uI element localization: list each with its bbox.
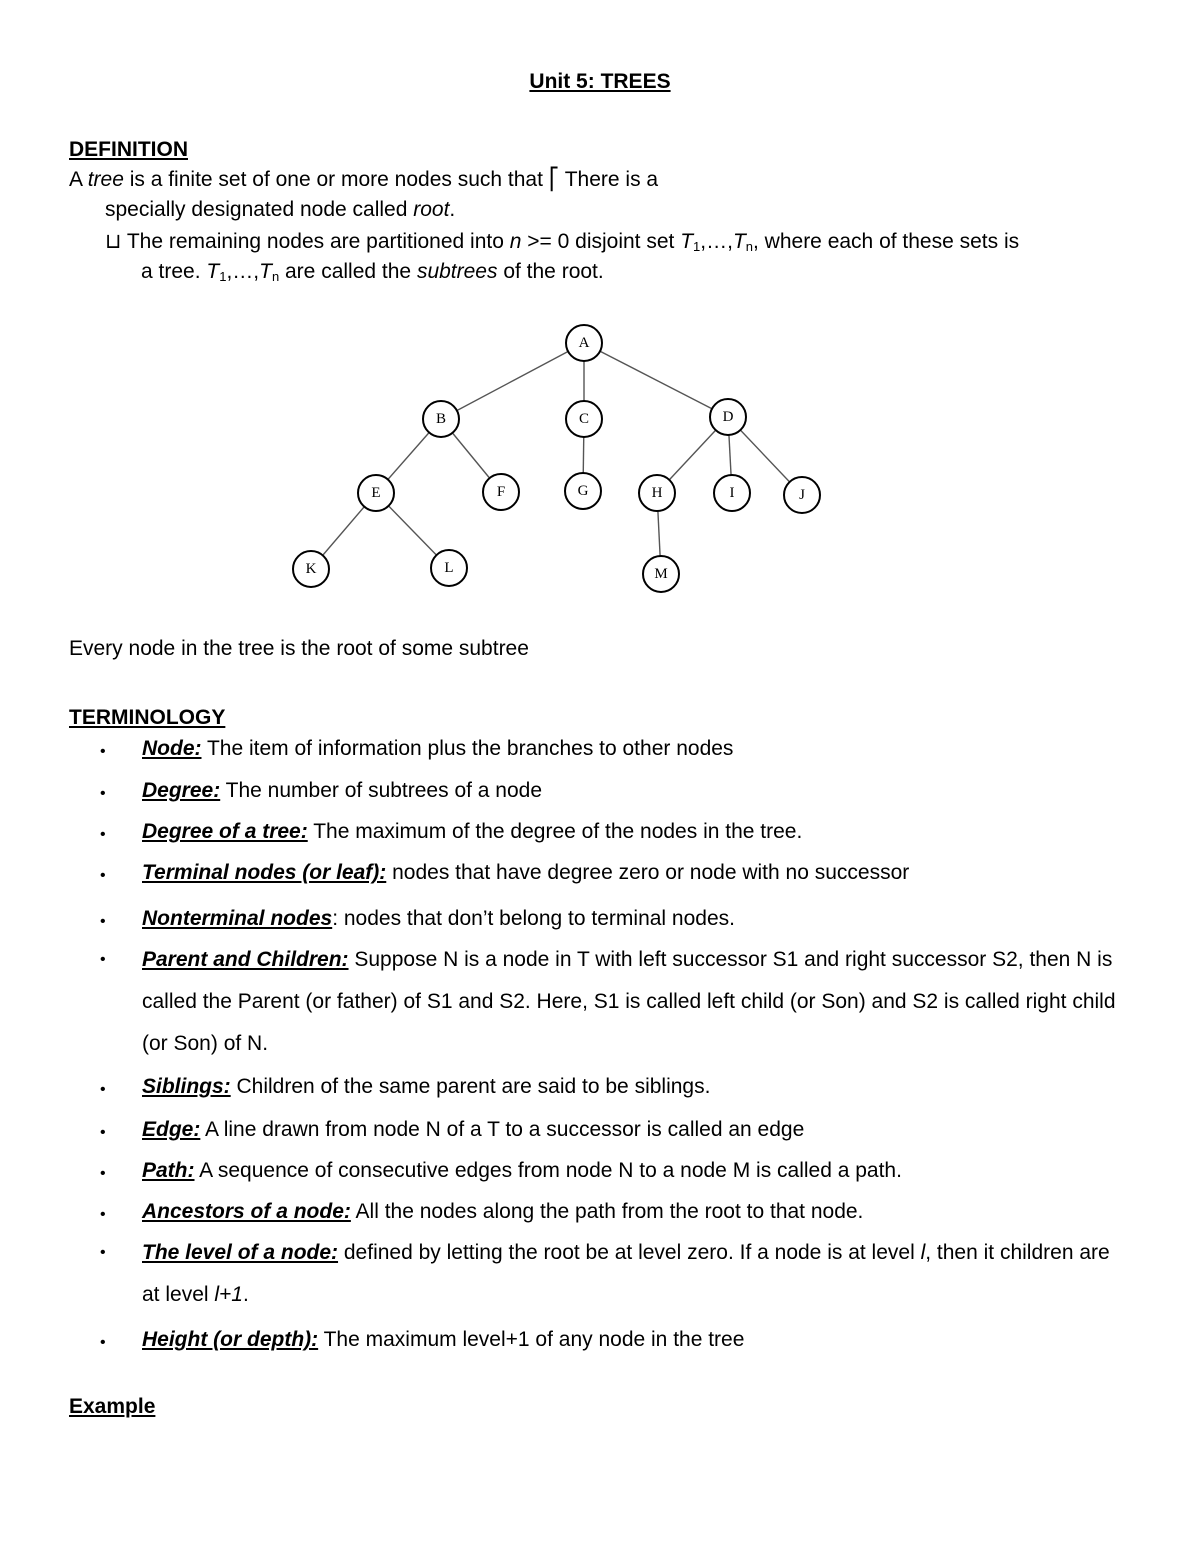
bullet: • [100,913,106,930]
term-label: Siblings: [142,1075,231,1098]
term-text: The maximum of the degree of the nodes in the tree. [307,820,803,843]
term-label: Degree of a tree: [142,820,308,843]
term-text: The number of subtrees of a node [220,779,543,802]
bullet: • [100,1334,106,1351]
page-title: Unit 5: TREES [529,70,671,93]
terminology-heading: TERMINOLOGY [69,706,226,729]
term-text: The item of information plus the branches to other nodes [201,737,734,760]
node-label: H [651,485,663,501]
emphasis: T [206,260,220,283]
bullet: • [100,867,106,884]
term-emphasis: l+1 [214,1283,243,1306]
text: of the root. [497,260,604,283]
term-label: Node: [142,737,202,760]
edge-a-d [584,343,728,417]
term-text: A sequence of consecutive edges from node N to a node M is called a path. [194,1159,902,1182]
text: >= 0 disjoint set [521,230,681,253]
bullet: • [100,1165,106,1182]
emphasis: root [413,198,450,221]
term-text: : nodes that don’t belong to terminal nodes. [332,907,735,930]
node-label: M [654,566,668,582]
term-label: Edge: [142,1118,201,1141]
node-label: G [577,483,589,499]
tree-diagram [270,318,850,608]
term-label: Parent and Children: [142,948,349,971]
emphasis: subtrees [416,260,498,283]
node-label: F [496,484,506,500]
text: A [69,168,88,191]
emphasis: tree [87,168,124,191]
term-emphasis: l [920,1241,926,1264]
example-heading: Example [69,1395,156,1418]
subscript: n [745,239,753,254]
definition-line-3 [105,229,1019,254]
term-text: Children of the same parent are said to be siblings. [230,1075,711,1098]
term-text: Suppose N is a node in T with left successor S1 and right successor S2, then N is called the Parent (or father) of S1 and S2. Here, S1 is called left child (or Son) and S2 is called right child (or Son) of N. [142,948,1116,1055]
bullet: • [100,951,106,968]
term-text: nodes that have degree zero or node with no successor [386,861,910,884]
term-label: Ancestors of a node: [142,1200,351,1223]
definition-heading: DEFINITION [69,138,188,161]
node-label: C [578,411,590,427]
term-label: The level of a node: [142,1241,339,1264]
bullet: • [100,785,106,802]
term-text: The maximum level+1 of any node in the tree [318,1328,745,1351]
node-label: L [444,560,454,576]
bullet: • [100,1081,106,1098]
definition-line-4 [141,260,604,284]
emphasis: n [509,230,522,253]
term-text: All the nodes along the path from the root to that node. [350,1200,864,1223]
every-node-text: Every node in the tree is the root of some subtree [69,637,529,660]
bullet: • [100,1244,106,1261]
text: ⊔ The remaining nodes are partitioned into [105,230,510,253]
text: are called the [279,260,417,283]
term-text: defined by letting the root be at level zero. If a node is at level [338,1241,921,1264]
bullet: • [100,826,106,843]
term-text: . [242,1283,249,1306]
text: specially designated node called [105,198,414,221]
node-label: I [729,485,735,501]
text: a tree. [141,260,207,283]
definition-line-2 [105,198,455,222]
text: ,…, [700,230,733,253]
term-label: Height (or depth): [142,1328,319,1351]
term-label: Path: [142,1159,195,1182]
node-label: A [578,335,590,351]
text: ,…, [226,260,260,283]
text: . [449,198,456,221]
emphasis: T [259,260,272,283]
bullet: • [100,743,106,760]
bullet: • [100,1206,106,1223]
edge-a-b [441,343,584,419]
node-label: J [799,487,805,503]
subscript: 1 [693,239,701,254]
term-text: , then it children are at level [142,1241,1110,1306]
node-label: B [435,411,447,427]
emphasis: T [680,230,694,253]
subscript: n [271,269,280,284]
node-label: E [371,485,381,501]
emphasis: T [732,230,746,253]
text: is a finite set of one or more nodes such that ⎡ There is a [123,168,659,191]
bullet: • [100,1124,106,1141]
definition-line-1 [69,167,658,192]
node-label: D [722,409,734,425]
term-label: Terminal nodes (or leaf): [142,861,387,884]
term-label: Nonterminal nodes [142,907,333,930]
node-label: K [305,561,317,577]
subscript: 1 [219,269,227,284]
term-text: A line drawn from node N of a T to a successor is called an edge [200,1118,805,1141]
term-label: Degree: [142,779,221,802]
text: , where each of these sets is [753,230,1020,253]
